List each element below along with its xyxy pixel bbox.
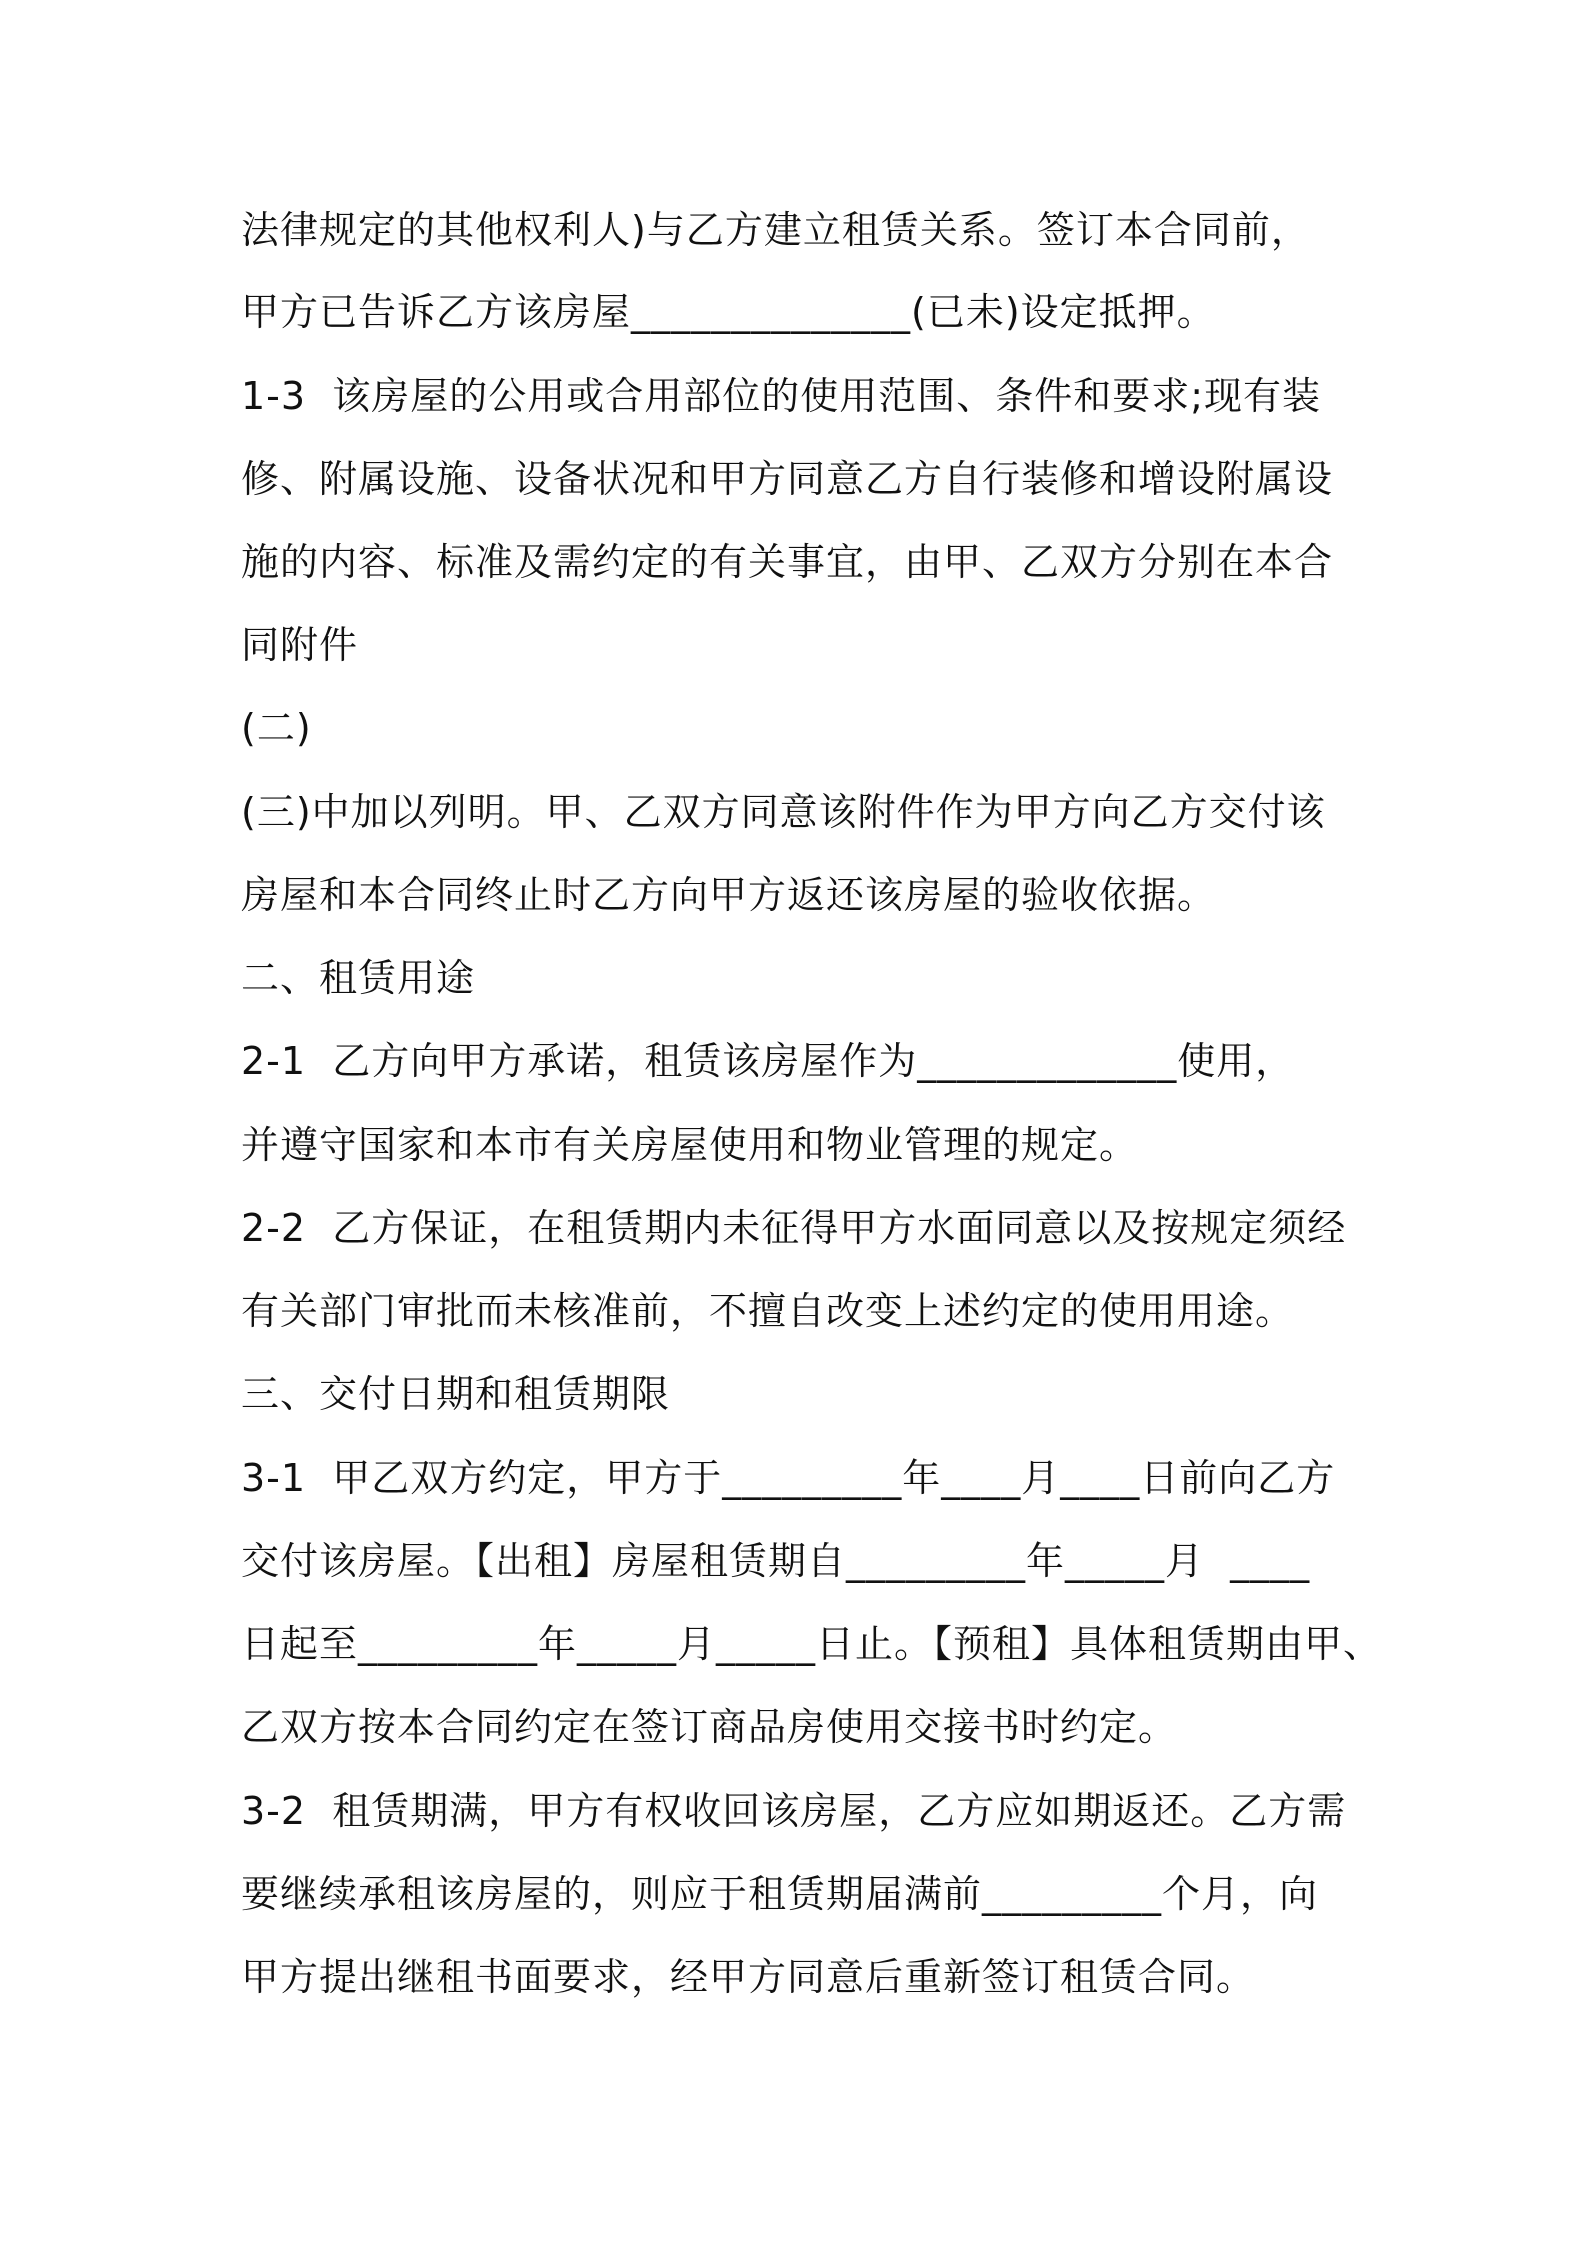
text-line: 交付该房屋。【出租】房屋租赁期自_________年_____月 ____ <box>241 1539 1311 1583</box>
text-line: 有关部门审批而未核准前，不擅自改变上述约定的使用用途。 <box>241 1289 1295 1333</box>
text-line: 修、附属设施、设备状况和甲方同意乙方自行装修和增设附属设 <box>241 457 1334 501</box>
text-line: 3-2 租赁期满，甲方有权收回该房屋，乙方应如期返还。乙方需 <box>241 1789 1347 1833</box>
text-line: 甲方提出继租书面要求，经甲方同意后重新签订租赁合同。 <box>241 1955 1256 1999</box>
text-line: 2-1 乙方向甲方承诺，租赁该房屋作为_____________使用， <box>241 1039 1295 1083</box>
text-line: 日起至_________年_____月_____日止。【预租】具体租赁期由甲、 <box>241 1622 1383 1666</box>
text-line: 甲方已告诉乙方该房屋______________(已未)设定抵押。 <box>241 290 1216 334</box>
section-heading: 二、租赁用途 <box>241 956 476 1000</box>
text-line: 法律规定的其他权利人)与乙方建立租赁关系。签订本合同前， <box>241 208 1310 252</box>
text-line: 同附件 <box>241 623 359 667</box>
text-line: 1-3 该房屋的公用或合用部位的使用范围、条件和要求;现有装 <box>241 374 1322 418</box>
text-line: 2-2 乙方保证，在租赁期内未征得甲方水面同意以及按规定须经 <box>241 1206 1347 1250</box>
text-line: 3-1 甲乙双方约定，甲方于_________年____月____日前向乙方 <box>241 1456 1336 1500</box>
text-line: 要继续承租该房屋的，则应于租赁期届满前_________个月，向 <box>241 1872 1319 1916</box>
text-line: (二) <box>241 706 312 750</box>
text-line: 乙双方按本合同约定在签订商品房使用交接书时约定。 <box>241 1705 1178 1749</box>
text-line: (三)中加以列明。甲、乙双方同意该附件作为甲方向乙方交付该 <box>241 790 1326 834</box>
text-line: 房屋和本合同终止时乙方向甲方返还该房屋的验收依据。 <box>241 873 1217 917</box>
text-line: 并遵守国家和本市有关房屋使用和物业管理的规定。 <box>241 1123 1139 1167</box>
text-line: 施的内容、标准及需约定的有关事宜，由甲、乙双方分别在本合 <box>241 540 1334 584</box>
section-heading: 三、交付日期和租赁期限 <box>241 1372 671 1416</box>
